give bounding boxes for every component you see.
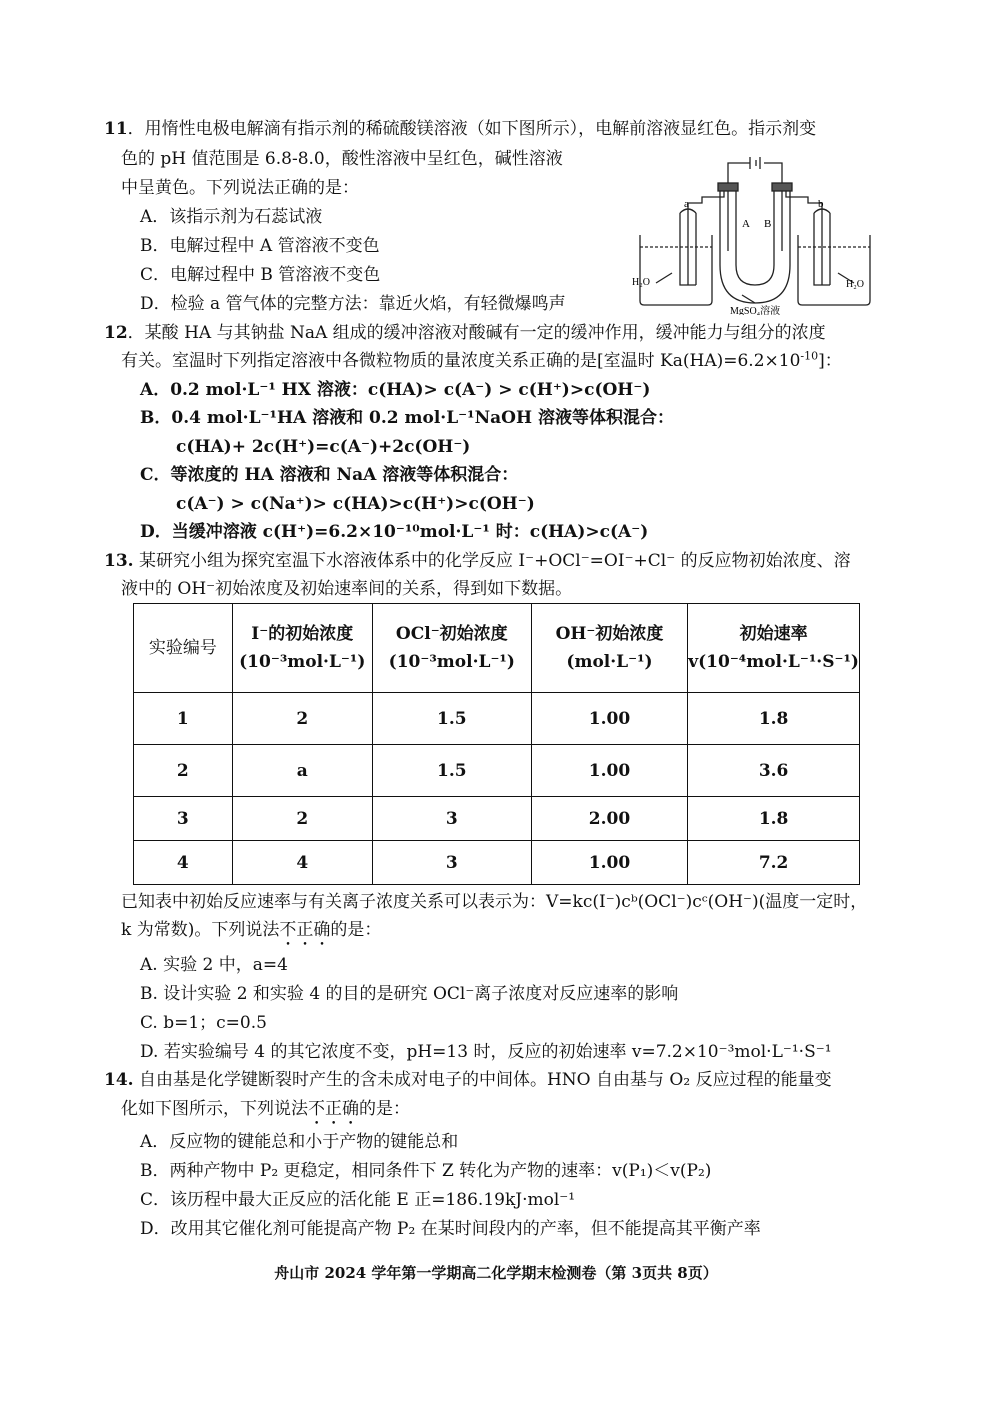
electrolysis-apparatus-figure — [632, 155, 877, 315]
q11-option-a: A．该指示剂为石蕊试液 — [140, 207, 323, 227]
q14-number: 14. — [104, 1070, 134, 1090]
table-cell: 1.5 — [372, 745, 531, 797]
table-cell: 3.6 — [688, 745, 860, 797]
q12-option-d: D．当缓冲溶液 c(H⁺)=6.2×10⁻¹⁰mol·L⁻¹ 时：c(HA)>c(A⁻) — [140, 522, 649, 542]
q14-prompt-text: 化如下图所示，下列说法 — [121, 1099, 308, 1119]
q13-line1 — [104, 548, 851, 574]
q14-option-c: C．该历程中最大正反应的活化能 E 正=186.19kJ·mol⁻¹ — [140, 1190, 576, 1210]
table-row — [134, 693, 860, 745]
q12-number: 12 — [104, 323, 128, 343]
q14-text-1: 自由基是化学键断裂时产生的含未成对电子的中间体。HNO 自由基与 O₂ 反应过程的能量变 — [133, 1070, 832, 1090]
page-footer: 舟山市 2024 学年第一学期高二化学期末检测卷（第 3页共 8页） — [274, 1264, 718, 1282]
q13-prompt-text: k 为常数)。下列说法 — [121, 920, 280, 940]
table-cell: 1.8 — [688, 797, 860, 841]
q13-option-b: B. 设计实验 2 和实验 4 的目的是研究 OCl⁻离子浓度对反应速率的影响 — [140, 984, 679, 1004]
table-row — [134, 745, 860, 797]
q13-number: 13. — [104, 551, 134, 571]
table-header-row — [134, 604, 860, 693]
table-header-cell: OCl⁻初始浓度 (10⁻³mol·L⁻¹) — [372, 604, 531, 693]
table-row — [134, 797, 860, 841]
electrode-b-label: B — [764, 218, 772, 230]
q13-option-c: C. b=1；c=0.5 — [140, 1013, 267, 1033]
q11-line1 — [104, 116, 816, 142]
table-header-cell: 初始速率 v(10⁻⁴mol·L⁻¹·S⁻¹) — [688, 604, 860, 693]
q12-option-c: C．等浓度的 HA 溶液和 NaA 溶液等体积混合： — [140, 465, 519, 485]
q12-option-b-formula: c(HA)+ 2c(H⁺)=c(A⁻)+2c(OH⁻) — [176, 437, 471, 457]
q14-emphasis: 不正确 — [308, 1099, 359, 1119]
table-header-cell: 实验编号 — [134, 604, 233, 693]
table-cell: a — [232, 745, 372, 797]
q14-option-d: D．改用其它催化剂可能提高产物 P₂ 在某时间段内的产率，但不能提高其平衡产率 — [140, 1219, 761, 1239]
water-left-label: H₂O — [632, 277, 650, 288]
experiment-data-table — [133, 603, 860, 885]
q11-line3: 中呈黄色。下列说法正确的是： — [121, 178, 359, 198]
q12-option-a: A．0.2 mol·L⁻¹ HX 溶液：c(HA)> c(A⁻) > c(H⁺)>c(OH⁻) — [140, 380, 651, 400]
q11-option-b: B．电解过程中 A 管溶液不变色 — [140, 236, 380, 256]
tube-b-label: b — [818, 198, 824, 210]
q12-option-c-formula: c(A⁻) > c(Na⁺)> c(HA)>c(H⁺)>c(OH⁻) — [176, 494, 535, 514]
q13-option-d: D. 若实验编号 4 的其它浓度不变，pH=13 时，反应的初始速率 v=7.2×10⁻³mol·L⁻¹·S⁻¹ — [140, 1042, 832, 1062]
q12-line2 — [121, 348, 842, 374]
tube-a-label: a — [684, 198, 689, 210]
table-cell: 3 — [372, 841, 531, 885]
table-cell: 2.00 — [531, 797, 687, 841]
table-cell: 1.00 — [531, 841, 687, 885]
q13-line2: 液中的 OH⁻初始浓度及初始速率间的关系，得到如下数据。 — [121, 579, 573, 599]
table-header-cell: I⁻的初始浓度 (10⁻³mol·L⁻¹) — [232, 604, 372, 693]
table-cell: 1.00 — [531, 745, 687, 797]
q13-rate-law: 已知表中初始反应速率与有关离子浓度关系可以表示为：V=kc(I⁻)cᵇ(OCl⁻)cᶜ(OH⁻)(温度一定时， — [121, 892, 868, 912]
q14-line2 — [121, 1096, 410, 1129]
electrode-a-label: A — [742, 218, 750, 230]
table-row — [134, 841, 860, 885]
q14-prompt-end: 的是： — [359, 1099, 410, 1119]
table-cell: 7.2 — [688, 841, 860, 885]
table-cell: 2 — [232, 797, 372, 841]
q11-number: 11 — [104, 119, 128, 139]
q12-text-2: 有关。室温时下列指定溶液中各微粒物质的量浓度关系正确的是[室温时 Ka(HA)=6.2×10 — [121, 351, 801, 371]
q11-option-c: C．电解过程中 B 管溶液不变色 — [140, 265, 381, 285]
q12-text-1: ．某酸 HA 与其钠盐 NaA 组成的缓冲溶液对酸碱有一定的缓冲作用，缓冲能力与组分的浓度 — [127, 323, 826, 343]
q11-option-d: D．检验 a 管气体的完整方法：靠近火焰，有轻微爆鸣声 — [140, 294, 566, 314]
table-cell: 2 — [134, 745, 233, 797]
table-cell: 4 — [232, 841, 372, 885]
q14-option-b: B．两种产物中 P₂ 更稳定，相同条件下 Z 转化为产物的速率：v(P₁)＜v(P₂) — [140, 1161, 712, 1181]
q13-option-a: A. 实验 2 中，a=4 — [140, 955, 288, 975]
q13-prompt-end: 的是： — [330, 920, 382, 940]
q14-option-a: A．反应物的键能总和小于产物的键能总和 — [140, 1132, 459, 1152]
q11-line2: 色的 pH 值范围是 6.8-8.0，酸性溶液中呈红色，碱性溶液 — [121, 149, 563, 169]
table-cell: 4 — [134, 841, 233, 885]
table-cell: 1.8 — [688, 693, 860, 745]
q12-line1 — [104, 320, 826, 346]
q12-option-b: B．0.4 mol·L⁻¹HA 溶液和 0.2 mol·L⁻¹NaOH 溶液等体积混合： — [140, 408, 674, 428]
water-right-label: H₂O — [846, 279, 864, 290]
table-cell: 3 — [372, 797, 531, 841]
solution-label: MgSO₄溶液 — [730, 306, 781, 315]
q12-text-2-end: ]： — [818, 351, 842, 371]
q11-text-1: ．用惰性电极电解滴有指示剂的稀硫酸镁溶液（如下图所示），电解前溶液显红色。指示剂变 — [127, 119, 817, 139]
q14-line1 — [104, 1067, 832, 1093]
q13-text-1: 某研究小组为探究室温下水溶液体系中的化学反应 I⁻+OCl⁻=OI⁻+Cl⁻ 的反应物初始浓度、溶 — [133, 551, 851, 571]
table-cell: 3 — [134, 797, 233, 841]
table-cell: 1.5 — [372, 693, 531, 745]
q12-exponent: -10 — [800, 349, 819, 363]
q13-prompt — [121, 917, 381, 950]
table-cell: 1 — [134, 693, 233, 745]
q13-emphasis: 不正确 — [279, 920, 331, 940]
table-cell: 2 — [232, 693, 372, 745]
table-header-cell: OH⁻初始浓度 (mol·L⁻¹) — [531, 604, 687, 693]
table-cell: 1.00 — [531, 693, 687, 745]
